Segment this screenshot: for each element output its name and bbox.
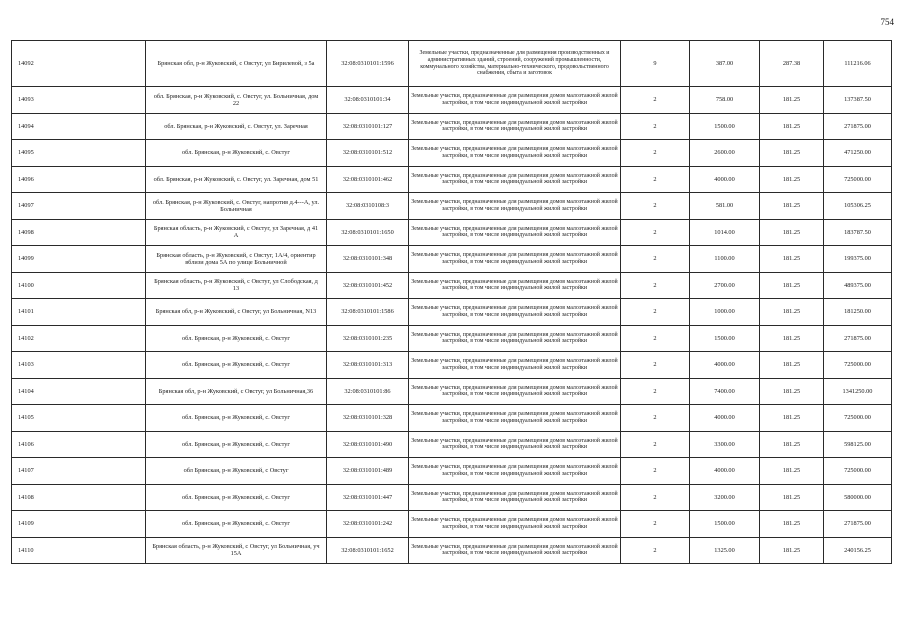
land-use-purpose-cell: Земельные участки, предназначенные для размещения домов малоэтажной жилой застройки, в том числе индивидуальной жилой застройки [409, 431, 621, 458]
cadastral-number-cell: 32:08:0310101:1650 [327, 219, 409, 246]
use-group-cell: 2 [621, 484, 690, 511]
cadastral-value-cell: 471250.00 [824, 140, 892, 167]
use-group-cell: 2 [621, 378, 690, 405]
row-number: 14107 [12, 458, 146, 485]
row-number: 14108 [12, 484, 146, 511]
area-cell: 3200.00 [690, 484, 760, 511]
area-cell: 1325.00 [690, 537, 760, 564]
land-use-purpose-cell: Земельные участки, предназначенные для размещения домов малоэтажной жилой застройки, в том числе индивидуальной жилой застройки [409, 325, 621, 352]
cadastral-value-cell: 271875.00 [824, 511, 892, 538]
cadastral-number-cell: 32:08:0310101:452 [327, 272, 409, 299]
land-use-purpose-cell: Земельные участки, предназначенные для размещения домов малоэтажной жилой застройки, в том числе индивидуальной жилой застройки [409, 352, 621, 379]
table-row [12, 537, 892, 564]
area-cell: 387.00 [690, 41, 760, 87]
land-use-purpose-cell: Земельные участки, предназначенные для размещения домов малоэтажной жилой застройки, в том числе индивидуальной жилой застройки [409, 405, 621, 432]
cadastral-value-cell: 271875.00 [824, 113, 892, 140]
land-use-purpose-cell: Земельные участки, предназначенные для размещения домов малоэтажной жилой застройки, в том числе индивидуальной жилой застройки [409, 458, 621, 485]
use-group-cell: 9 [621, 41, 690, 87]
cadastral-number-cell: 32:08:0310101:127 [327, 113, 409, 140]
land-use-purpose-cell: Земельные участки, предназначенные для размещения домов малоэтажной жилой застройки, в том числе индивидуальной жилой застройки [409, 193, 621, 220]
cadastral-value-cell: 725000.00 [824, 352, 892, 379]
land-use-purpose-cell: Земельные участки, предназначенные для размещения домов малоэтажной жилой застройки, в том числе индивидуальной жилой застройки [409, 299, 621, 326]
table-row [12, 246, 892, 273]
row-number: 14103 [12, 352, 146, 379]
row-number: 14105 [12, 405, 146, 432]
table-row [12, 484, 892, 511]
row-number: 14104 [12, 378, 146, 405]
land-use-purpose-cell: Земельные участки, предназначенные для размещения домов малоэтажной жилой застройки, в том числе индивидуальной жилой застройки [409, 219, 621, 246]
cadastral-number-cell: 32:08:0310101:462 [327, 166, 409, 193]
address-cell: Брянская обл, р-н Жуковский, с Овстуг, ул Больничная, N13 [146, 299, 327, 326]
land-use-purpose-cell: Земельные участки, предназначенные для размещения домов малоэтажной жилой застройки, в том числе индивидуальной жилой застройки [409, 484, 621, 511]
use-group-cell: 2 [621, 537, 690, 564]
row-number: 14098 [12, 219, 146, 246]
cadastral-number-cell: 32:08:0310101:242 [327, 511, 409, 538]
area-cell: 4000.00 [690, 458, 760, 485]
specific-value-cell: 181.25 [760, 484, 824, 511]
address-cell: Брянская обл, р-н Жуковский, с Овстуг, ул Больничная,36 [146, 378, 327, 405]
address-cell: обл. Брянская, р-н Жуковский, с. Овстуг, ул. Заречная [146, 113, 327, 140]
cadastral-value-cell: 580000.00 [824, 484, 892, 511]
cadastral-value-cell: 725000.00 [824, 166, 892, 193]
area-cell: 758.00 [690, 87, 760, 114]
use-group-cell: 2 [621, 405, 690, 432]
land-use-purpose-cell: Земельные участки, предназначенные для размещения домов малоэтажной жилой застройки, в том числе индивидуальной жилой застройки [409, 537, 621, 564]
use-group-cell: 2 [621, 272, 690, 299]
cadastral-value-cell: 181250.00 [824, 299, 892, 326]
table-row [12, 458, 892, 485]
cadastral-number-cell: 32:08:0310101:489 [327, 458, 409, 485]
cadastral-number-cell: 32:08:0310101:1652 [327, 537, 409, 564]
specific-value-cell: 181.25 [760, 193, 824, 220]
page-number: 754 [880, 17, 894, 27]
specific-value-cell: 181.25 [760, 458, 824, 485]
land-use-purpose-cell: Земельные участки, предназначенные для размещения домов малоэтажной жилой застройки, в том числе индивидуальной жилой застройки [409, 87, 621, 114]
use-group-cell: 2 [621, 431, 690, 458]
cadastral-value-cell: 111216.06 [824, 41, 892, 87]
specific-value-cell: 287.38 [760, 41, 824, 87]
specific-value-cell: 181.25 [760, 537, 824, 564]
address-cell: обл. Брянская, р-н Жуковский, с. Овстуг [146, 325, 327, 352]
table-body [12, 41, 892, 564]
cadastral-value-cell: 105306.25 [824, 193, 892, 220]
address-cell: Брянская область, р-н Жуковский, с Овстуг, ул Больничная, уч 15А [146, 537, 327, 564]
use-group-cell: 2 [621, 193, 690, 220]
address-cell: Брянская область, р-н Жуковский, с Овстуг, 1А/4, ориентир вблизи дома 5А по улице Больничной [146, 246, 327, 273]
area-cell: 2600.00 [690, 140, 760, 167]
use-group-cell: 2 [621, 166, 690, 193]
land-use-purpose-cell: Земельные участки, предназначенные для размещения домов малоэтажной жилой застройки, в том числе индивидуальной жилой застройки [409, 378, 621, 405]
use-group-cell: 2 [621, 511, 690, 538]
area-cell: 581.00 [690, 193, 760, 220]
address-cell: Брянская область, р-н Жуковский, с Овстуг, ул Заречная, д 41 А [146, 219, 327, 246]
cadastral-number-cell: 32:08:0310101:348 [327, 246, 409, 273]
cadastral-value-cell: 271875.00 [824, 325, 892, 352]
table-row [12, 219, 892, 246]
cadastral-number-cell: 32:08:0310108:3 [327, 193, 409, 220]
address-cell: обл. Брянская, р-н Жуковский, с. Овстуг, ул. Заречная, дом 51 [146, 166, 327, 193]
address-cell: Брянская обл, р-н Жуковский, с Овстуг, ул Бирилевой, з 5а [146, 41, 327, 87]
area-cell: 3300.00 [690, 431, 760, 458]
row-number: 14100 [12, 272, 146, 299]
specific-value-cell: 181.25 [760, 272, 824, 299]
cadastral-value-cell: 1341250.00 [824, 378, 892, 405]
table-row [12, 431, 892, 458]
specific-value-cell: 181.25 [760, 352, 824, 379]
land-registry-table [11, 40, 892, 564]
area-cell: 2700.00 [690, 272, 760, 299]
cadastral-value-cell: 725000.00 [824, 405, 892, 432]
row-number: 14106 [12, 431, 146, 458]
cadastral-number-cell: 32:08:0310101:512 [327, 140, 409, 167]
cadastral-value-cell: 199375.00 [824, 246, 892, 273]
table-row [12, 87, 892, 114]
address-cell: обл. Брянская, р-н Жуковский, с. Овстуг [146, 352, 327, 379]
land-use-purpose-cell: Земельные участки, предназначенные для размещения домов малоэтажной жилой застройки, в том числе индивидуальной жилой застройки [409, 166, 621, 193]
table-row [12, 325, 892, 352]
cadastral-number-cell: 32:08:0310101:1596 [327, 41, 409, 87]
address-cell: Брянская область, р-н Жуковский, с Овстуг, ул Слободская, д 13 [146, 272, 327, 299]
table-row [12, 378, 892, 405]
use-group-cell: 2 [621, 113, 690, 140]
table-row [12, 113, 892, 140]
table-row [12, 140, 892, 167]
land-use-purpose-cell: Земельные участки, предназначенные для размещения домов малоэтажной жилой застройки, в том числе индивидуальной жилой застройки [409, 511, 621, 538]
address-cell: обл. Брянская, р-н Жуковский, с. Овстуг [146, 140, 327, 167]
specific-value-cell: 181.25 [760, 219, 824, 246]
cadastral-number-cell: 32:08:0310101:313 [327, 352, 409, 379]
row-number: 14094 [12, 113, 146, 140]
cadastral-number-cell: 32:08:0310101:490 [327, 431, 409, 458]
row-number: 14092 [12, 41, 146, 87]
address-cell: обл. Брянская, р-н Жуковский, с. Овстуг [146, 405, 327, 432]
use-group-cell: 2 [621, 458, 690, 485]
specific-value-cell: 181.25 [760, 166, 824, 193]
specific-value-cell: 181.25 [760, 87, 824, 114]
use-group-cell: 2 [621, 325, 690, 352]
table-row [12, 352, 892, 379]
area-cell: 1100.00 [690, 246, 760, 273]
use-group-cell: 2 [621, 87, 690, 114]
specific-value-cell: 181.25 [760, 405, 824, 432]
row-number: 14101 [12, 299, 146, 326]
cadastral-value-cell: 725000.00 [824, 458, 892, 485]
table-row [12, 41, 892, 87]
row-number: 14109 [12, 511, 146, 538]
specific-value-cell: 181.25 [760, 113, 824, 140]
cadastral-number-cell: 32:08:0310101:1586 [327, 299, 409, 326]
row-number: 14099 [12, 246, 146, 273]
use-group-cell: 2 [621, 140, 690, 167]
table-row [12, 511, 892, 538]
cadastral-value-cell: 240156.25 [824, 537, 892, 564]
row-number: 14096 [12, 166, 146, 193]
specific-value-cell: 181.25 [760, 325, 824, 352]
row-number: 14093 [12, 87, 146, 114]
address-cell: обл. Брянская, р-н Жуковский, с. Овстуг [146, 484, 327, 511]
area-cell: 1500.00 [690, 325, 760, 352]
address-cell: обл. Брянская, р-н Жуковский, с. Овстуг [146, 431, 327, 458]
cadastral-number-cell: 32:08:0310101:86 [327, 378, 409, 405]
table-row [12, 166, 892, 193]
cadastral-number-cell: 32:08:0310101:328 [327, 405, 409, 432]
use-group-cell: 2 [621, 299, 690, 326]
specific-value-cell: 181.25 [760, 378, 824, 405]
cadastral-value-cell: 598125.00 [824, 431, 892, 458]
specific-value-cell: 181.25 [760, 431, 824, 458]
table-row [12, 405, 892, 432]
cadastral-value-cell: 137387.50 [824, 87, 892, 114]
cadastral-value-cell: 183787.50 [824, 219, 892, 246]
use-group-cell: 2 [621, 219, 690, 246]
table-row [12, 193, 892, 220]
area-cell: 7400.00 [690, 378, 760, 405]
cadastral-number-cell: 32:08:0310101:447 [327, 484, 409, 511]
row-number: 14097 [12, 193, 146, 220]
land-use-purpose-cell: Земельные участки, предназначенные для размещения домов малоэтажной жилой застройки, в том числе индивидуальной жилой застройки [409, 113, 621, 140]
area-cell: 1500.00 [690, 113, 760, 140]
area-cell: 4000.00 [690, 405, 760, 432]
table-row [12, 272, 892, 299]
area-cell: 4000.00 [690, 166, 760, 193]
row-number: 14095 [12, 140, 146, 167]
land-use-purpose-cell: Земельные участки, предназначенные для размещения производственных и административных зданий, строений, сооружений промышленности, коммунального хозяйства, материально-технического, продовольственного снабжения, сбыта и заготовок [409, 41, 621, 87]
cadastral-number-cell: 32:08:0310101:235 [327, 325, 409, 352]
area-cell: 1014.00 [690, 219, 760, 246]
table-row [12, 299, 892, 326]
specific-value-cell: 181.25 [760, 299, 824, 326]
land-use-purpose-cell: Земельные участки, предназначенные для размещения домов малоэтажной жилой застройки, в том числе индивидуальной жилой застройки [409, 246, 621, 273]
land-use-purpose-cell: Земельные участки, предназначенные для размещения домов малоэтажной жилой застройки, в том числе индивидуальной жилой застройки [409, 272, 621, 299]
land-use-purpose-cell: Земельные участки, предназначенные для размещения домов малоэтажной жилой застройки, в том числе индивидуальной жилой застройки [409, 140, 621, 167]
address-cell: обл. Брянская, р-н Жуковский, с. Овстуг, напротив д.4---А, ул. Больничная [146, 193, 327, 220]
row-number: 14102 [12, 325, 146, 352]
cadastral-number-cell: 32:08:0310101:34 [327, 87, 409, 114]
address-cell: обл. Брянская, р-н Жуковский, с. Овстуг [146, 511, 327, 538]
use-group-cell: 2 [621, 246, 690, 273]
cadastral-value-cell: 489375.00 [824, 272, 892, 299]
area-cell: 1500.00 [690, 511, 760, 538]
area-cell: 4000.00 [690, 352, 760, 379]
specific-value-cell: 181.25 [760, 140, 824, 167]
address-cell: обл Брянская, р-н Жуковский, с Овстуг [146, 458, 327, 485]
specific-value-cell: 181.25 [760, 246, 824, 273]
specific-value-cell: 181.25 [760, 511, 824, 538]
address-cell: обл. Брянская, р-н Жуковский, с. Овстуг, ул. Больничная, дом 22 [146, 87, 327, 114]
use-group-cell: 2 [621, 352, 690, 379]
area-cell: 1000.00 [690, 299, 760, 326]
row-number: 14110 [12, 537, 146, 564]
